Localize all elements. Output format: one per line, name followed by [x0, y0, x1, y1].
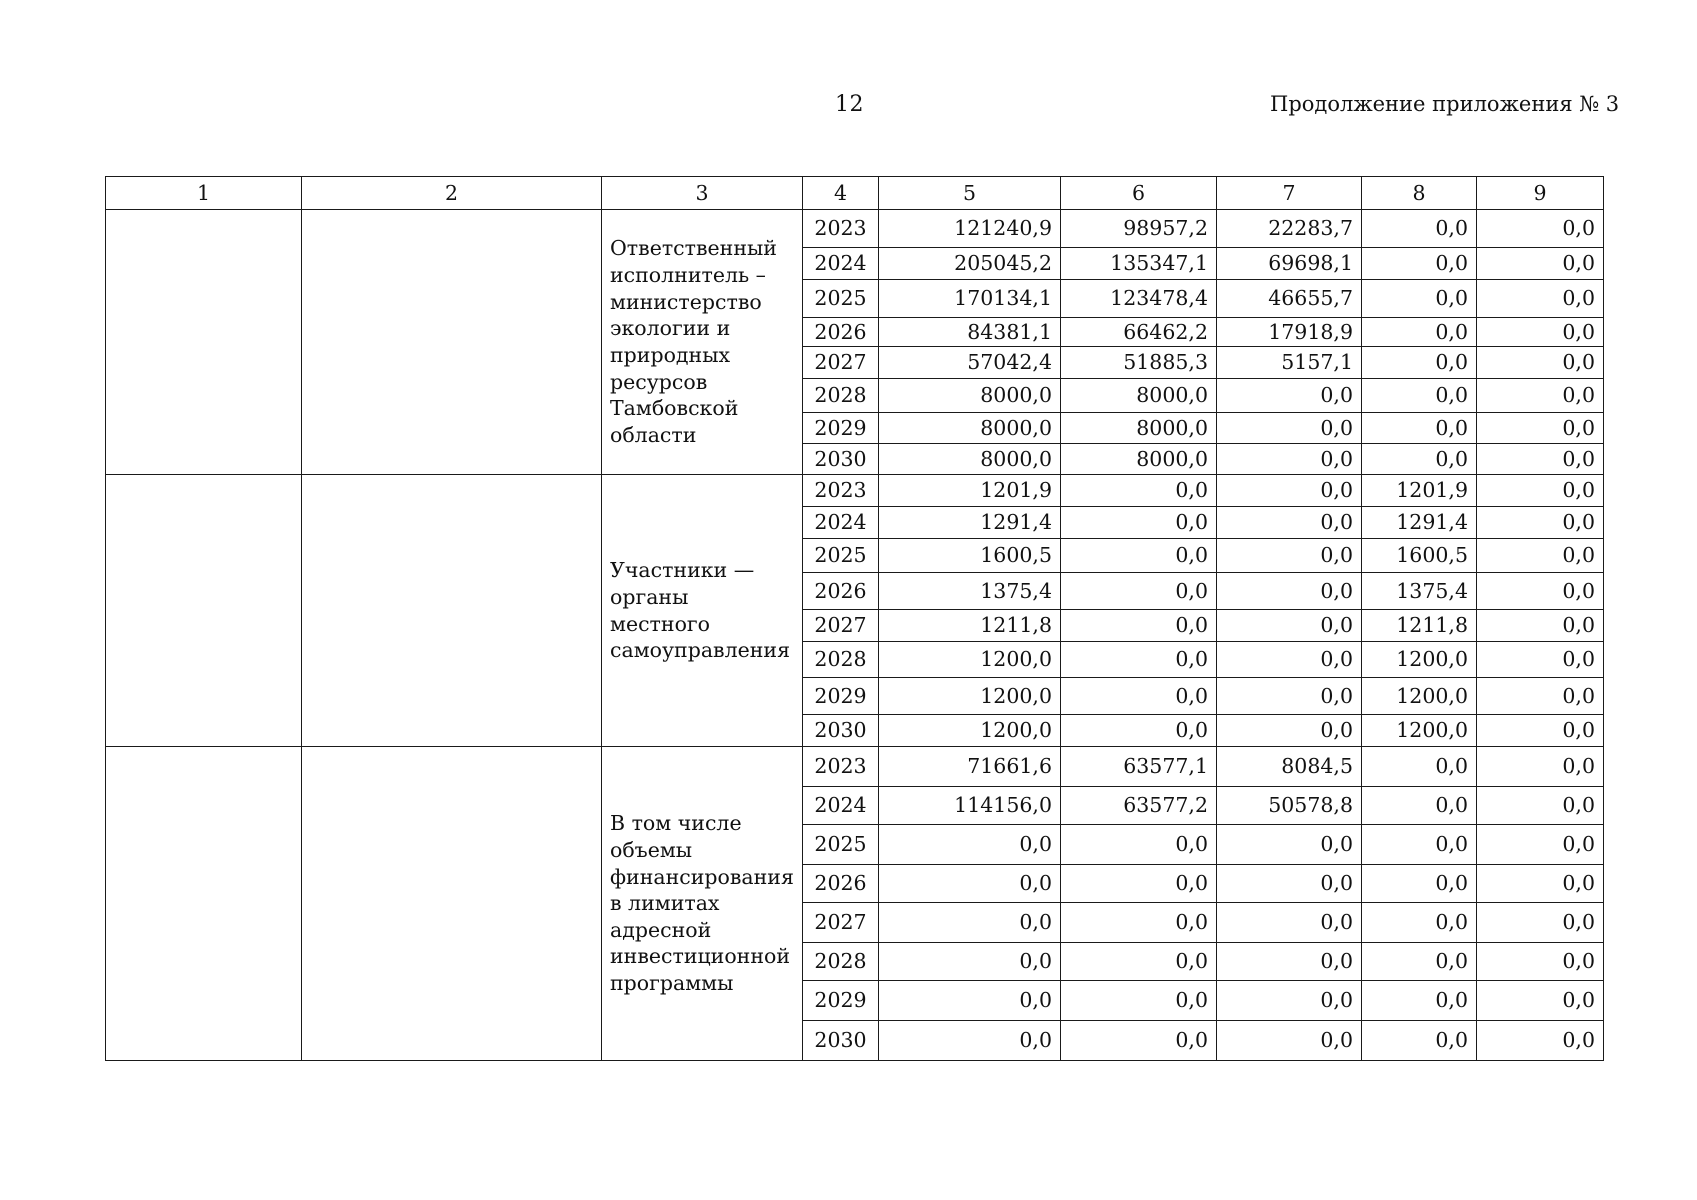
year-cell: 2026 [803, 865, 879, 903]
amount-cell: 51885,3 [1061, 347, 1217, 379]
amount-cell: 1375,4 [1362, 573, 1477, 610]
amount-cell: 0,0 [1362, 981, 1477, 1021]
amount-cell: 0,0 [1477, 943, 1604, 981]
amount-cell: 0,0 [1477, 573, 1604, 610]
amount-cell: 1200,0 [879, 642, 1061, 678]
amount-cell: 0,0 [1477, 1021, 1604, 1061]
amount-cell: 0,0 [1217, 903, 1362, 943]
amount-cell: 0,0 [1061, 903, 1217, 943]
group-label: Участники — органы местного самоуправления [602, 475, 803, 747]
amount-cell: 0,0 [1477, 413, 1604, 444]
amount-cell: 0,0 [1061, 642, 1217, 678]
amount-cell: 0,0 [1362, 747, 1477, 787]
amount-cell: 0,0 [1362, 413, 1477, 444]
table-row [106, 475, 1604, 507]
column-header: 6 [1061, 177, 1217, 210]
year-cell: 2029 [803, 981, 879, 1021]
table-body [106, 210, 1604, 1061]
amount-cell: 0,0 [1217, 943, 1362, 981]
year-cell: 2025 [803, 825, 879, 865]
amount-cell: 1200,0 [1362, 678, 1477, 715]
amount-cell: 0,0 [1362, 865, 1477, 903]
amount-cell: 0,0 [879, 943, 1061, 981]
amount-cell: 0,0 [1217, 865, 1362, 903]
year-cell: 2029 [803, 413, 879, 444]
column-header: 4 [803, 177, 879, 210]
amount-cell: 0,0 [1217, 539, 1362, 573]
amount-cell: 0,0 [1061, 610, 1217, 642]
year-cell: 2028 [803, 642, 879, 678]
amount-cell: 135347,1 [1061, 248, 1217, 280]
amount-cell: 1211,8 [879, 610, 1061, 642]
column-header: 3 [602, 177, 803, 210]
column-header: 2 [302, 177, 602, 210]
year-cell: 2028 [803, 379, 879, 413]
amount-cell: 123478,4 [1061, 280, 1217, 318]
empty-cell-col1 [106, 475, 302, 747]
amount-cell: 0,0 [1217, 610, 1362, 642]
amount-cell: 0,0 [1061, 678, 1217, 715]
amount-cell: 0,0 [1362, 787, 1477, 825]
year-cell: 2030 [803, 444, 879, 475]
amount-cell: 0,0 [1362, 903, 1477, 943]
amount-cell: 114156,0 [879, 787, 1061, 825]
amount-cell: 8000,0 [1061, 379, 1217, 413]
year-cell: 2026 [803, 318, 879, 347]
amount-cell: 0,0 [1477, 318, 1604, 347]
amount-cell: 0,0 [1061, 475, 1217, 507]
amount-cell: 0,0 [1061, 539, 1217, 573]
amount-cell: 0,0 [1477, 280, 1604, 318]
year-cell: 2030 [803, 715, 879, 747]
amount-cell: 0,0 [1217, 573, 1362, 610]
amount-cell: 0,0 [879, 825, 1061, 865]
amount-cell: 0,0 [1362, 210, 1477, 248]
column-header: 5 [879, 177, 1061, 210]
amount-cell: 66462,2 [1061, 318, 1217, 347]
amount-cell: 0,0 [1477, 248, 1604, 280]
amount-cell: 121240,9 [879, 210, 1061, 248]
amount-cell: 1200,0 [1362, 715, 1477, 747]
amount-cell: 0,0 [1477, 347, 1604, 379]
empty-cell-col1 [106, 747, 302, 1061]
amount-cell: 8000,0 [1061, 413, 1217, 444]
amount-cell: 0,0 [1217, 413, 1362, 444]
amount-cell: 8084,5 [1217, 747, 1362, 787]
amount-cell: 0,0 [1362, 444, 1477, 475]
amount-cell: 0,0 [1477, 507, 1604, 539]
year-cell: 2030 [803, 1021, 879, 1061]
amount-cell: 50578,8 [1217, 787, 1362, 825]
amount-cell: 0,0 [1061, 1021, 1217, 1061]
amount-cell: 0,0 [1477, 825, 1604, 865]
year-cell: 2024 [803, 248, 879, 280]
year-cell: 2027 [803, 903, 879, 943]
year-cell: 2026 [803, 573, 879, 610]
amount-cell: 46655,7 [1217, 280, 1362, 318]
amount-cell: 0,0 [1362, 825, 1477, 865]
group-label: В том числе объемы финансирования в лимитах адресной инвестиционной программы [602, 747, 803, 1061]
year-cell: 2023 [803, 475, 879, 507]
page-number: 12 [835, 92, 864, 117]
amount-cell: 0,0 [1477, 903, 1604, 943]
amount-cell: 0,0 [879, 1021, 1061, 1061]
amount-cell: 0,0 [1477, 444, 1604, 475]
amount-cell: 0,0 [1477, 610, 1604, 642]
amount-cell: 1291,4 [879, 507, 1061, 539]
amount-cell: 0,0 [1362, 347, 1477, 379]
amount-cell: 1201,9 [1362, 475, 1477, 507]
amount-cell: 0,0 [1362, 943, 1477, 981]
amount-cell: 1375,4 [879, 573, 1061, 610]
amount-cell: 0,0 [1217, 475, 1362, 507]
amount-cell: 1200,0 [1362, 642, 1477, 678]
empty-cell-col2 [302, 747, 602, 1061]
amount-cell: 0,0 [1477, 787, 1604, 825]
year-cell: 2024 [803, 787, 879, 825]
amount-cell: 0,0 [1362, 1021, 1477, 1061]
empty-cell-col1 [106, 210, 302, 475]
year-cell: 2029 [803, 678, 879, 715]
amount-cell: 1211,8 [1362, 610, 1477, 642]
amount-cell: 1200,0 [879, 678, 1061, 715]
table-row [106, 747, 1604, 787]
year-cell: 2024 [803, 507, 879, 539]
amount-cell: 1600,5 [1362, 539, 1477, 573]
amount-cell: 0,0 [1061, 715, 1217, 747]
column-header: 8 [1362, 177, 1477, 210]
amount-cell: 0,0 [1217, 444, 1362, 475]
column-header: 1 [106, 177, 302, 210]
amount-cell: 22283,7 [1217, 210, 1362, 248]
amount-cell: 57042,4 [879, 347, 1061, 379]
group-label: Ответственный исполнитель – министерство экологии и природных ресурсов Тамбовской области [602, 210, 803, 475]
amount-cell: 0,0 [1217, 379, 1362, 413]
year-cell: 2027 [803, 610, 879, 642]
amount-cell: 5157,1 [1217, 347, 1362, 379]
empty-cell-col2 [302, 210, 602, 475]
amount-cell: 98957,2 [1061, 210, 1217, 248]
amount-cell: 84381,1 [879, 318, 1061, 347]
amount-cell: 0,0 [1217, 642, 1362, 678]
column-number-row [106, 177, 1604, 210]
amount-cell: 0,0 [1477, 539, 1604, 573]
amount-cell: 69698,1 [1217, 248, 1362, 280]
amount-cell: 0,0 [1477, 865, 1604, 903]
amount-cell: 170134,1 [879, 280, 1061, 318]
amount-cell: 0,0 [879, 981, 1061, 1021]
amount-cell: 8000,0 [879, 379, 1061, 413]
amount-cell: 0,0 [1217, 825, 1362, 865]
empty-cell-col2 [302, 475, 602, 747]
amount-cell: 1200,0 [879, 715, 1061, 747]
table-row [106, 210, 1604, 248]
amount-cell: 63577,2 [1061, 787, 1217, 825]
year-cell: 2025 [803, 280, 879, 318]
amount-cell: 0,0 [1061, 865, 1217, 903]
amount-cell: 0,0 [1362, 318, 1477, 347]
amount-cell: 0,0 [1477, 678, 1604, 715]
amount-cell: 0,0 [1362, 280, 1477, 318]
amount-cell: 8000,0 [1061, 444, 1217, 475]
year-cell: 2027 [803, 347, 879, 379]
amount-cell: 0,0 [879, 865, 1061, 903]
amount-cell: 0,0 [1362, 248, 1477, 280]
year-cell: 2023 [803, 747, 879, 787]
amount-cell: 0,0 [1477, 747, 1604, 787]
amount-cell: 1291,4 [1362, 507, 1477, 539]
amount-cell: 1600,5 [879, 539, 1061, 573]
amount-cell: 0,0 [1061, 943, 1217, 981]
column-header: 9 [1477, 177, 1604, 210]
amount-cell: 71661,6 [879, 747, 1061, 787]
amount-cell: 0,0 [1217, 678, 1362, 715]
amount-cell: 0,0 [879, 903, 1061, 943]
column-header: 7 [1217, 177, 1362, 210]
amount-cell: 0,0 [1477, 981, 1604, 1021]
amount-cell: 63577,1 [1061, 747, 1217, 787]
amount-cell: 0,0 [1217, 981, 1362, 1021]
amount-cell: 17918,9 [1217, 318, 1362, 347]
amount-cell: 1201,9 [879, 475, 1061, 507]
amount-cell: 205045,2 [879, 248, 1061, 280]
financing-table [105, 176, 1604, 1061]
amount-cell: 0,0 [1477, 475, 1604, 507]
year-cell: 2023 [803, 210, 879, 248]
amount-cell: 0,0 [1061, 573, 1217, 610]
amount-cell: 0,0 [1477, 210, 1604, 248]
amount-cell: 0,0 [1477, 642, 1604, 678]
amount-cell: 0,0 [1217, 715, 1362, 747]
amount-cell: 0,0 [1362, 379, 1477, 413]
amount-cell: 0,0 [1061, 825, 1217, 865]
amount-cell: 0,0 [1217, 507, 1362, 539]
amount-cell: 0,0 [1217, 1021, 1362, 1061]
amount-cell: 0,0 [1477, 715, 1604, 747]
amount-cell: 8000,0 [879, 444, 1061, 475]
amount-cell: 0,0 [1061, 507, 1217, 539]
amount-cell: 8000,0 [879, 413, 1061, 444]
year-cell: 2028 [803, 943, 879, 981]
amount-cell: 0,0 [1061, 981, 1217, 1021]
year-cell: 2025 [803, 539, 879, 573]
amount-cell: 0,0 [1477, 379, 1604, 413]
appendix-note: Продолжение приложения № 3 [1270, 92, 1620, 116]
